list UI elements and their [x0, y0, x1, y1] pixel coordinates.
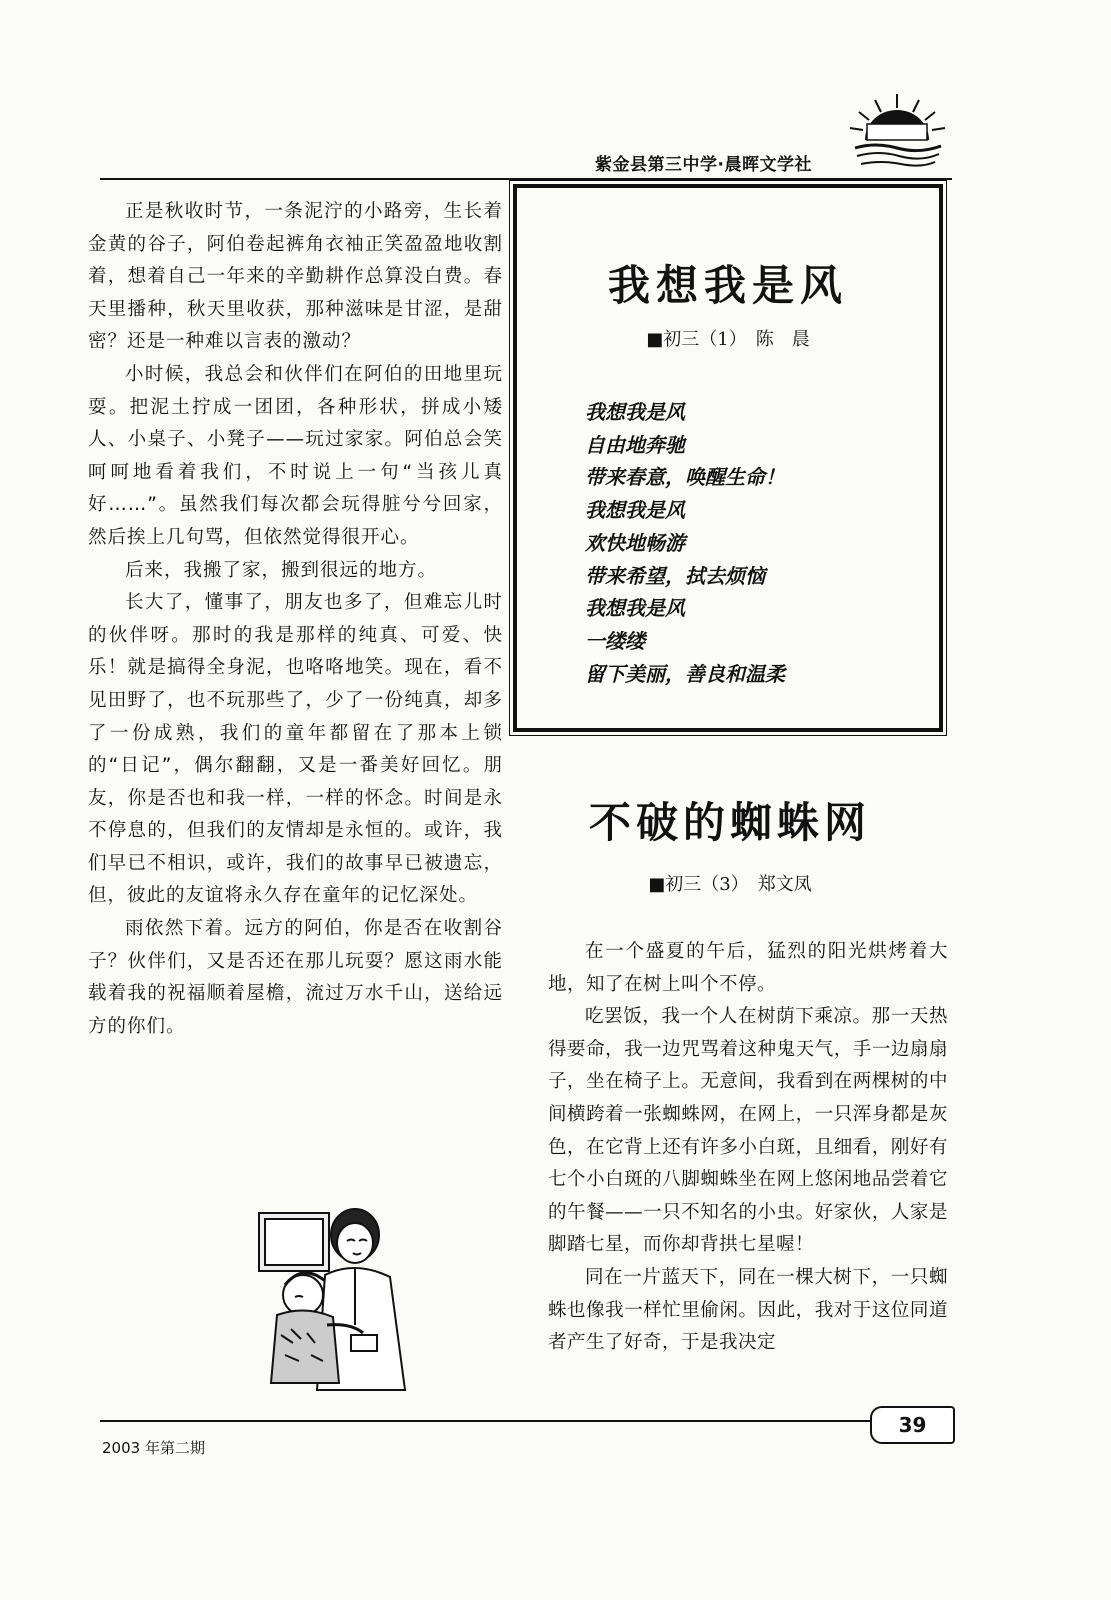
mother-child-illustration	[255, 1205, 415, 1395]
poem-line: 留下美丽，善良和温柔	[585, 661, 785, 686]
paragraph: 后来，我搬了家，搬到很远的地方。	[125, 559, 438, 581]
poem-line: 我想我是风	[585, 498, 685, 523]
poem-line: 带来春意，唤醒生命！	[585, 465, 785, 490]
paragraph: 吃罢饭，我一个人在树荫下乘凉。那一天热得要命，我一边咒骂着这种鬼天气，手一边扇扇子，坐在椅子上。无意间，我看到在两棵树的中间横跨着一张蜘蛛网，在网上，一只浑身都是灰色，在它背上还有许多小白斑，且细看，刚好有七个小白斑的八脚蜘蛛坐在网上悠闲地品尝着它的午餐——一只不知名的小虫。好家伙，人家是脚踏七星，而你却背拱七星喔！	[548, 1006, 948, 1256]
left-article	[88, 196, 503, 1043]
poem-line: 欢快地畅游	[585, 530, 685, 555]
paragraph: 长大了，懂事了，朋友也多了，但难忘儿时的伙伴呀。那时的我是那样的纯真、可爱、快乐！就是搞得全身泥，也咯咯地笑。现在，看不见田野了，也不玩那些了，少了一份纯真，却多了一份成熟，我们的童年都留在了那本上锁的“日记”，偶尔翻翻，又是一番美好回忆。朋友，你是否也和我一样，一样的怀念。时间是永不停息的，但我们的友情却是永恒的。或许，我们早已不相识，或许，我们的故事早已被遗忘，但，彼此的友谊将永久存在童年的记忆深处。	[88, 592, 503, 907]
header-divider	[100, 178, 952, 180]
story-author: ■初三（3） 郑文凤	[648, 874, 812, 895]
issue-label: 2003 年第二期	[102, 1439, 205, 1457]
poem-box	[513, 184, 943, 732]
story-body	[548, 936, 948, 1360]
page-number: 39	[870, 1406, 955, 1444]
poem-author: ■初三（1） 陈 晨	[646, 329, 810, 350]
story-title: 不破的蜘蛛网	[588, 798, 871, 847]
poem-lines	[585, 396, 785, 690]
header-school-name: 紫金县第三中学·晨晖文学社	[595, 155, 812, 175]
poem-line: 我想我是风	[585, 596, 685, 621]
paragraph: 雨依然下着。远方的阿伯，你是否在收割谷子？伙伴们，又是否还在那儿玩耍？愿这雨水能载着我的祝福顺着屋檐，流过万水千山，送给远方的你们。	[88, 918, 503, 1037]
sunrise-logo-icon	[845, 90, 950, 172]
poem-line: 我想我是风	[585, 400, 685, 424]
paragraph: 同在一片蓝天下，同在一棵大树下，一只蜘蛛也像我一样忙里偷闲。因此，我对于这位同道者产生了好奇，于是我决定	[548, 1266, 948, 1354]
paragraph: 正是秋收时节，一条泥泞的小路旁，生长着金黄的谷子，阿伯卷起裤角衣袖正笑盈盈地收割着，想着自己一年来的辛勤耕作总算没白费。春天里播种，秋天里收获，那种滋味是甘涩，是甜密？还是一种难以言表的激动？	[88, 201, 503, 353]
poem-line: 一缕缕	[585, 628, 645, 653]
poem-title: 我想我是风	[607, 261, 848, 310]
poem-line: 带来希望，拭去烦恼	[585, 563, 765, 588]
poem-line: 自由地奔驰	[585, 432, 685, 457]
paragraph: 小时候，我总会和伙伴们在阿伯的田地里玩耍。把泥土拧成一团团，各种形状，拼成小矮人、小桌子、小凳子——玩过家家。阿伯总会笑呵呵地看着我们，不时说上一句“当孩儿真好……”。虽然我们每次都会玩得脏兮兮回家，然后挨上几句骂，但依然觉得很开心。	[88, 363, 503, 548]
footer-divider	[100, 1420, 870, 1422]
paragraph: 在一个盛夏的午后，猛烈的阳光烘烤着大地，知了在树上叫个不停。	[548, 941, 948, 995]
